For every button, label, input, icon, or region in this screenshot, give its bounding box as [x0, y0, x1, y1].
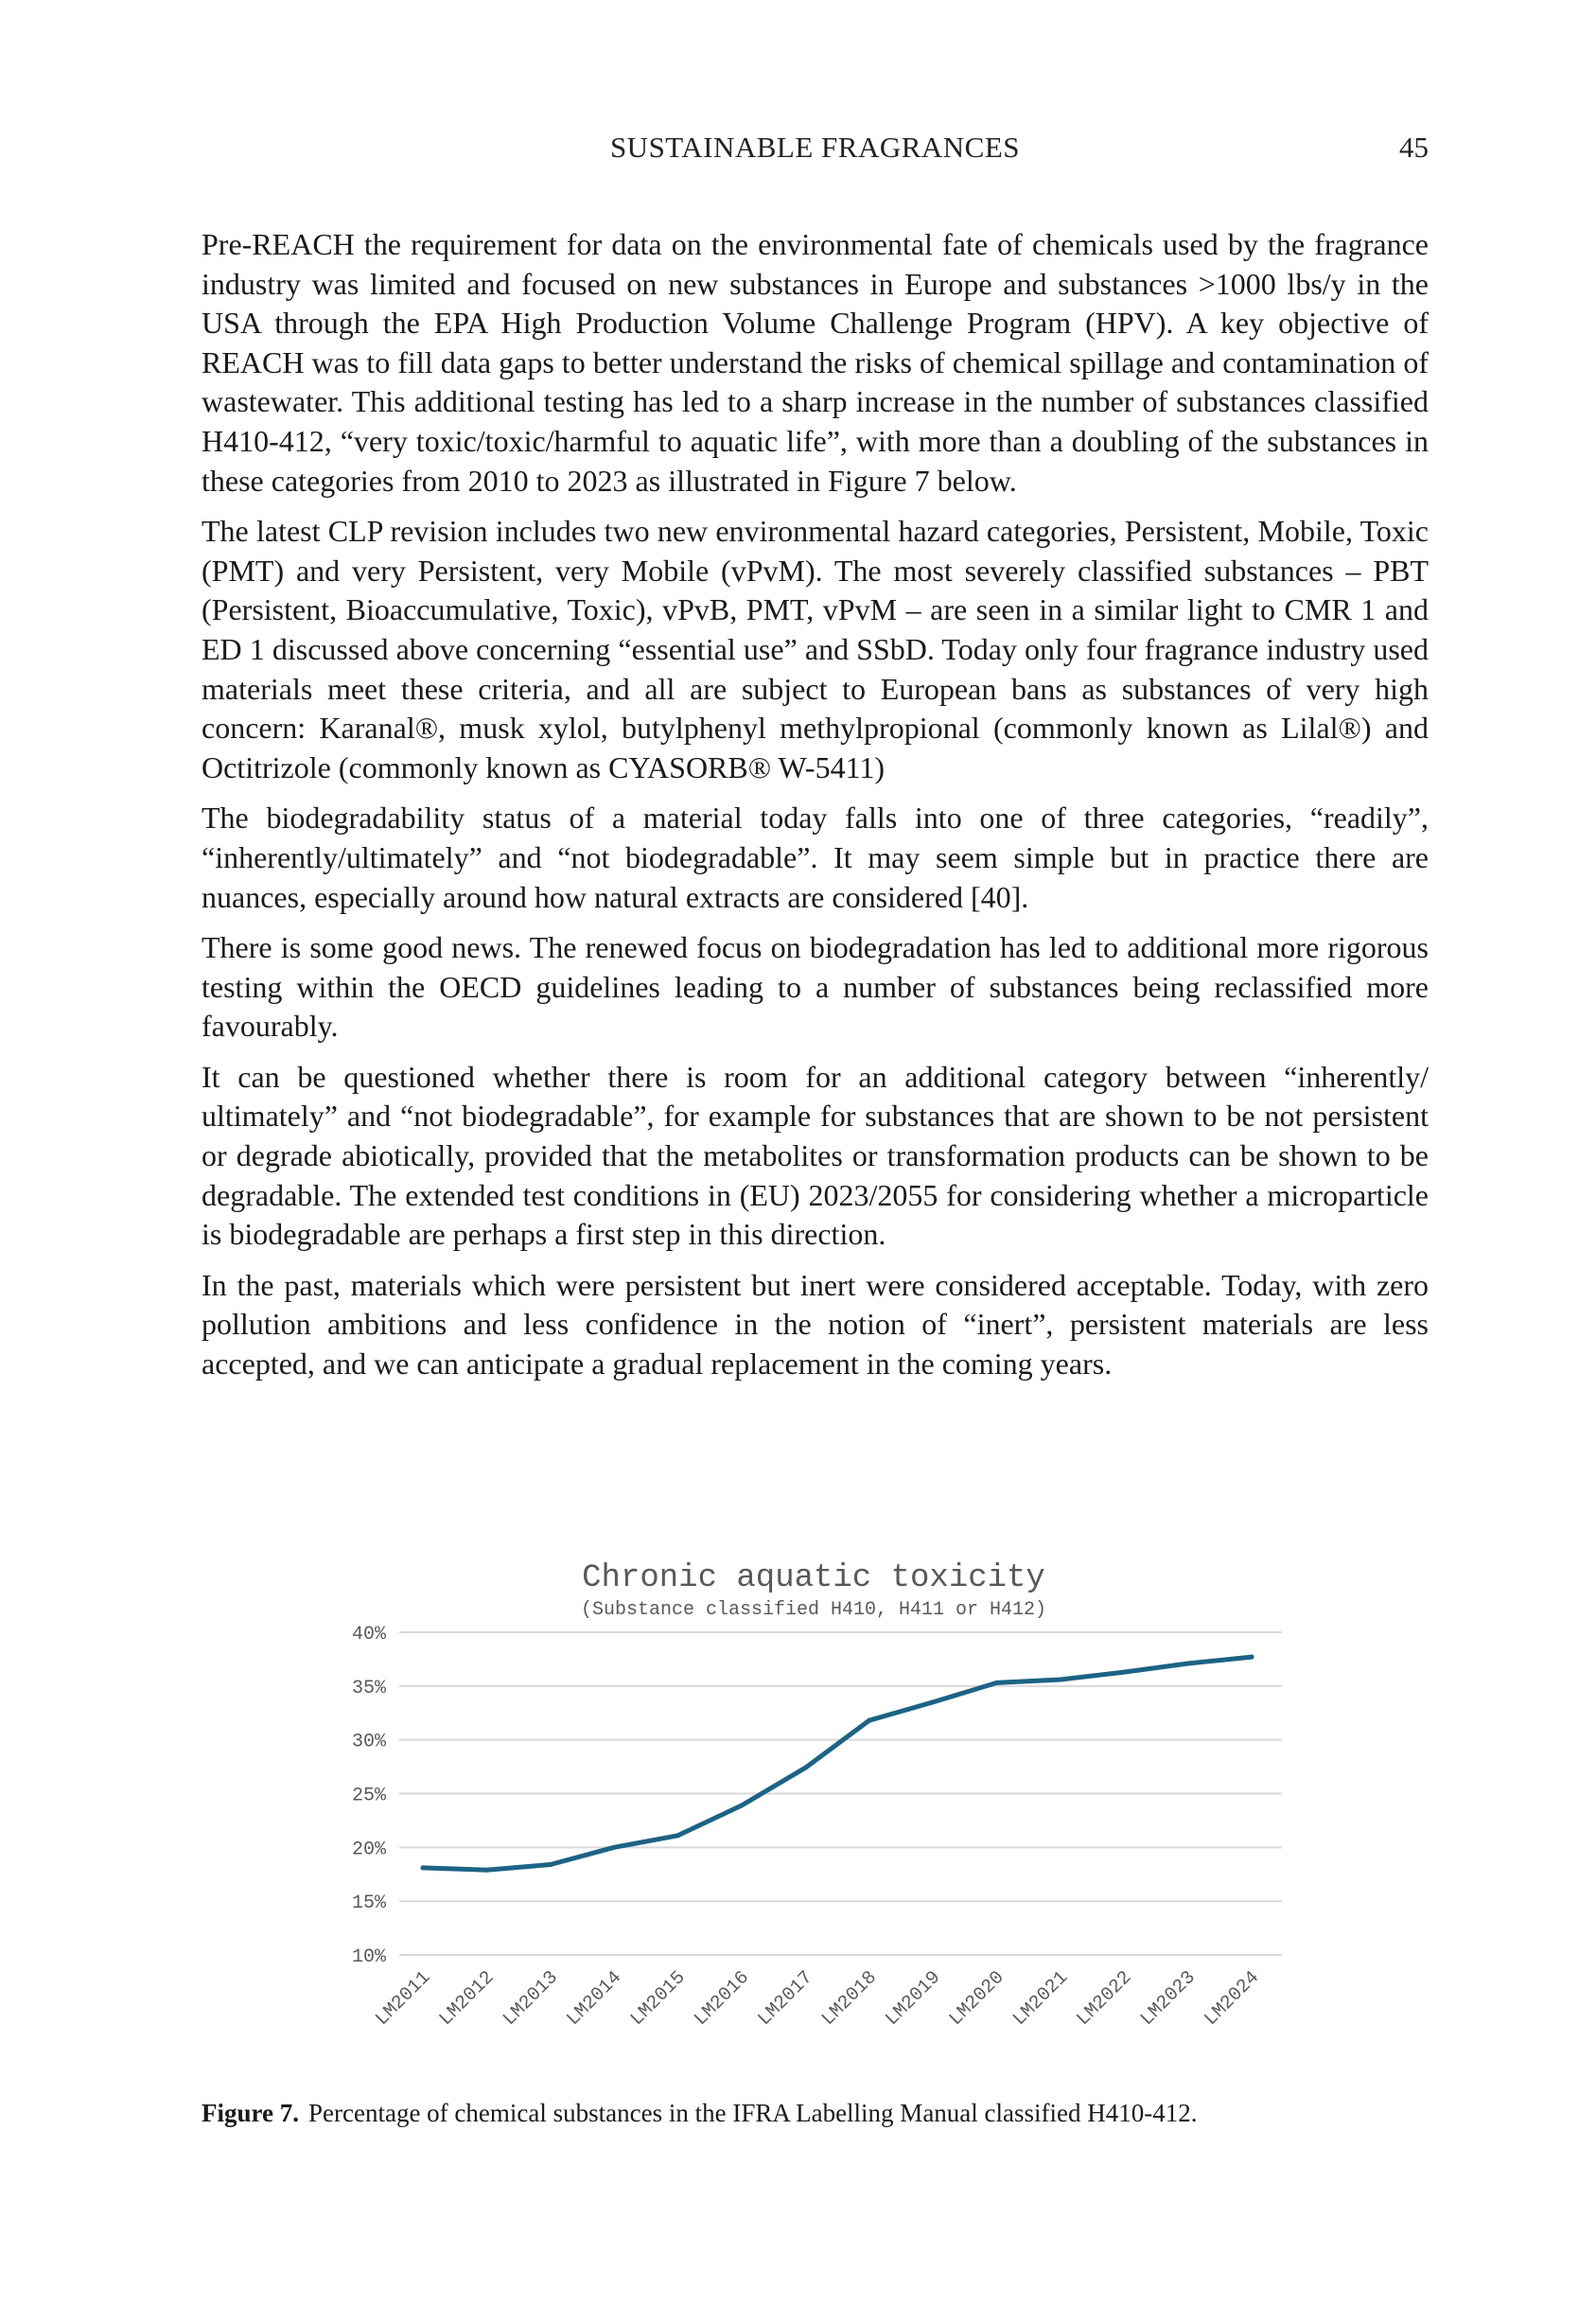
x-tick-label: LM2014 — [562, 1966, 627, 2031]
running-head — [202, 131, 1429, 168]
x-tick-label: LM2023 — [1136, 1966, 1201, 2031]
data-point — [1185, 1661, 1190, 1665]
data-point — [803, 1766, 808, 1770]
x-tick-label: LM2011 — [371, 1966, 435, 2031]
data-point — [1250, 1655, 1254, 1660]
y-tick-label: 25% — [351, 1785, 386, 1807]
paragraph: The latest CLP revision includes two new environmental hazard categories, Persistent, Mobile, Toxic (PMT) and very Persistent, very Mobile (vPvM). The most severely classified substances – PBT (Persistent, Bioaccumulative, Toxic), vPvB, PMT, vPvM – are seen in a similar light to CMR 1 and ED 1 discussed above concerning “essential use” and SSbD. Today only four fragrance industry used materials meet these criteria, and all are subject to European bans as substances of very high concern: Karanal®, musk xylol, butylphenyl methylpropional (commonly known as Lilal®) and Octitrizole (commonly known as CYASORB® W-5411) — [202, 514, 1429, 784]
figure-caption — [202, 2099, 1431, 2128]
paragraph: Pre-REACH the requirement for data on the environmental fate of chemicals used by the fragrance industry was limited and focused on new substances in Europe and substances >1000 lbs/y in the USA through the EPA High Production Volume Challenge Program (HPV). A key objective of REACH was to fill data gaps to better understand the risks of chemical spillage and contamination of wastewater. This additional testing has led to a sharp increase in the number of substances classified H410-412, “very toxic/toxic/harmful to aquatic life”, with more than a doubling of the substances in these categories from 2010 to 2023 as illustrated in Figure 7 below. — [202, 227, 1429, 498]
y-tick-label: 10% — [351, 1946, 386, 1968]
gridlines — [399, 1632, 1282, 1955]
y-tick-label: 35% — [351, 1677, 386, 1699]
y-axis-ticks — [352, 1624, 387, 1968]
data-point — [484, 1868, 489, 1873]
page-number: 45 — [1399, 131, 1429, 164]
x-tick-label: LM2016 — [690, 1966, 754, 2031]
data-point — [548, 1862, 552, 1867]
y-tick-label: 15% — [351, 1892, 386, 1915]
y-tick-label: 30% — [351, 1731, 386, 1753]
data-point — [1122, 1670, 1127, 1675]
x-tick-label: LM2017 — [754, 1966, 818, 2031]
data-point — [612, 1845, 617, 1850]
x-tick-label: LM2018 — [817, 1966, 882, 2031]
chart-subtitle: (Substance classified H410, H411 or H412) — [580, 1599, 1047, 1621]
figure-caption-text: Percentage of chemical substances in the IFRA Labelling Manual classified H410-412. — [308, 2099, 1198, 2127]
data-point — [675, 1833, 680, 1838]
y-tick-label: 40% — [351, 1624, 386, 1646]
x-tick-label: LM2022 — [1072, 1966, 1137, 2031]
body-text — [202, 225, 1429, 1396]
data-point — [1058, 1678, 1062, 1682]
data-point — [421, 1865, 426, 1870]
x-tick-label: LM2021 — [1008, 1966, 1073, 2031]
paragraph: There is some good news. The renewed focus on biodegradation has led to additional more rigorous testing within the OECD guidelines leading to a number of substances being reclassified more favourably. — [202, 930, 1429, 1044]
x-axis-ticks — [372, 1967, 1264, 2031]
x-tick-label: LM2012 — [435, 1966, 500, 2031]
data-point — [994, 1681, 999, 1685]
x-tick-label: LM2024 — [1200, 1966, 1264, 2031]
figure-7-chart — [312, 1540, 1315, 2080]
figure-label: Figure 7. — [202, 2099, 299, 2127]
data-point — [867, 1718, 871, 1723]
x-tick-label: LM2019 — [881, 1966, 946, 2031]
paragraph: The biodegradability status of a material today falls into one of three categories, “readily”, “inherently/ultimately” and “not biodegradable”. It may seem simple but in practice there are nuances, especially around how natural extracts are considered [40]. — [202, 801, 1429, 914]
chart-title: Chronic aquatic toxicity — [582, 1560, 1045, 1596]
paragraph: In the past, materials which were persistent but inert were considered acceptable. Today, with zero pollution ambitions and less confidence in the notion of “inert”, persistent materials are less accepted, and we can anticipate a gradual replacement in the coming years. — [202, 1267, 1429, 1382]
paragraph: It can be questioned whether there is room for an additional category between “inherently/ ultimately” and “not biodegradable”, for example for substances that are shown to be not persistent or degrade abiotically, provided that the metabolites or transformation products can be shown to be degradable. The extended test conditions in (EU) 2023/2055 for considering whether a microparticle is biodegradable are perhaps a first step in this direction. — [202, 1059, 1429, 1252]
series-group — [421, 1655, 1254, 1873]
data-point — [739, 1804, 744, 1808]
x-tick-label: LM2020 — [945, 1966, 1009, 2031]
line-chart — [312, 1540, 1315, 2080]
series-line — [423, 1657, 1252, 1870]
x-tick-label: LM2013 — [499, 1966, 563, 2031]
x-tick-label: LM2015 — [626, 1966, 691, 2031]
y-tick-label: 20% — [351, 1839, 386, 1861]
data-point — [931, 1699, 936, 1704]
running-title: SUSTAINABLE FRAGRANCES — [609, 131, 1021, 164]
